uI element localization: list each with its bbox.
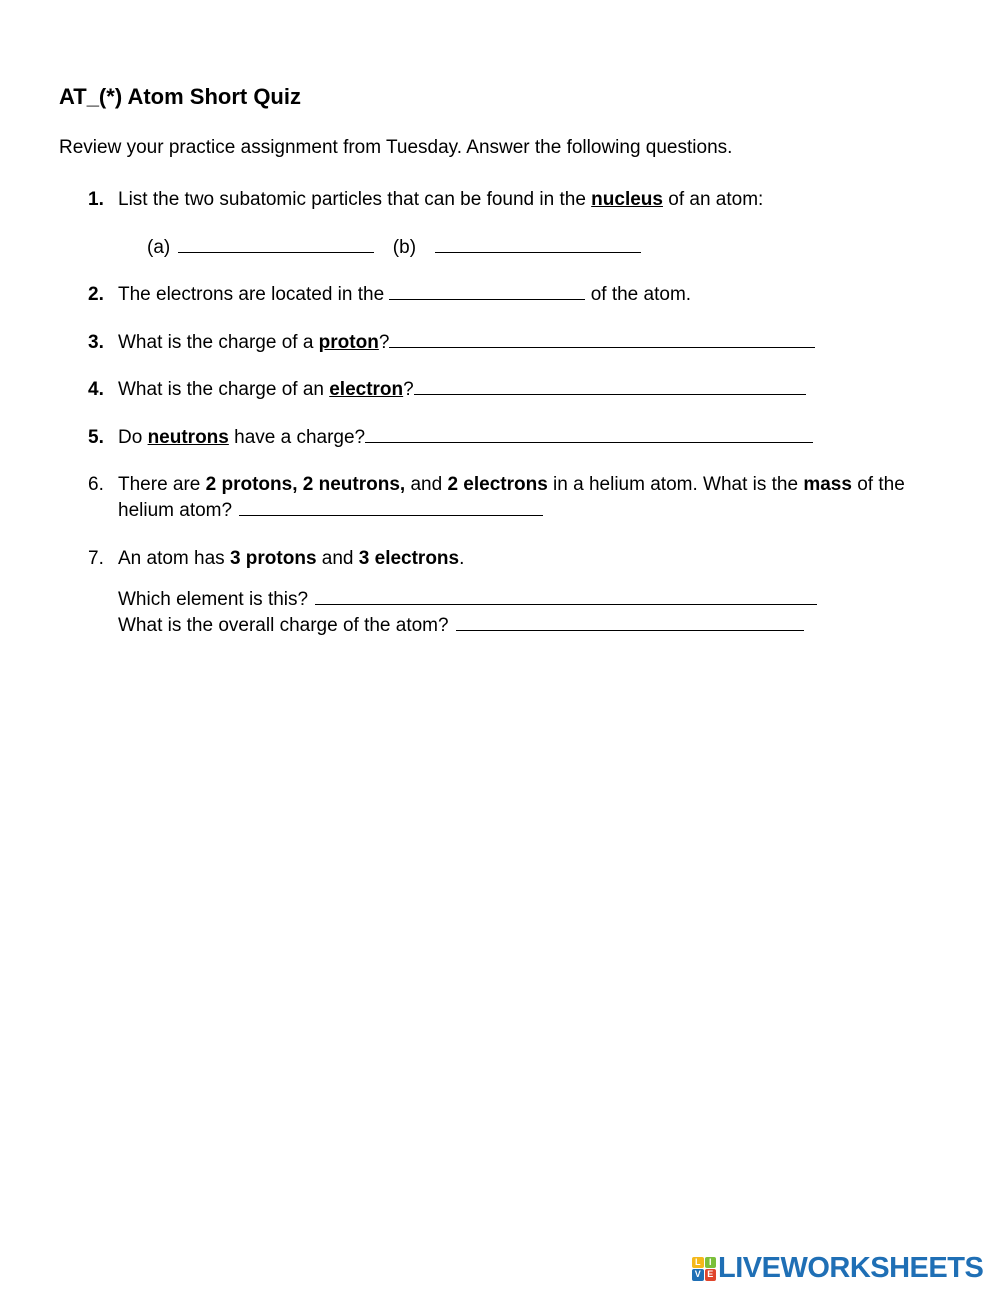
question-text: ? bbox=[378, 332, 390, 353]
question-text: in a helium atom. What is the bbox=[547, 474, 804, 495]
question-text: of an atom: bbox=[662, 189, 764, 210]
logo-tile: I bbox=[705, 1257, 717, 1269]
keyword: 2 protons, 2 neutrons, bbox=[205, 474, 406, 495]
answer-blank-5[interactable] bbox=[365, 425, 813, 443]
question-text: ? bbox=[403, 379, 414, 400]
question-number: 2. bbox=[88, 284, 104, 305]
keyword: 3 protons bbox=[229, 548, 317, 569]
question-text: Do bbox=[118, 427, 148, 448]
logo-tile: V bbox=[692, 1269, 704, 1281]
answer-blank-2[interactable] bbox=[389, 282, 585, 300]
answer-blank-3[interactable] bbox=[389, 330, 815, 348]
question-text: helium atom? bbox=[118, 500, 233, 521]
logo-tile: L bbox=[692, 1257, 704, 1269]
question-text: and bbox=[405, 474, 448, 495]
question-text: List the two subatomic particles that can be found in the bbox=[118, 189, 592, 210]
answer-blank-1a[interactable] bbox=[178, 235, 374, 253]
keyword: electron bbox=[329, 379, 404, 400]
question-text: have a charge? bbox=[228, 427, 366, 448]
question-number: 4. bbox=[88, 379, 104, 400]
answer-blank-7b[interactable] bbox=[456, 613, 804, 631]
intro-text: Review your practice assignment from Tuesday. Answer the following questions. bbox=[59, 137, 733, 158]
question-text: . bbox=[459, 548, 465, 569]
logo-text: LIVEWORKSHEETS bbox=[718, 1252, 984, 1284]
answer-blank-6[interactable] bbox=[239, 498, 543, 516]
question-text: There are bbox=[118, 474, 206, 495]
question-text: What is the charge of an bbox=[118, 379, 330, 400]
question-text: The electrons are located in the bbox=[118, 284, 390, 305]
answer-blank-7a[interactable] bbox=[315, 587, 817, 605]
question-text: What is the charge of a bbox=[118, 332, 319, 353]
liveworksheets-logo bbox=[692, 1252, 983, 1285]
question-text: What is the overall charge of the atom? bbox=[118, 615, 449, 636]
answer-blank-4[interactable] bbox=[414, 377, 806, 395]
keyword: 3 electrons bbox=[358, 548, 460, 569]
question-text: and bbox=[316, 548, 359, 569]
keyword: neutrons bbox=[147, 427, 229, 448]
keyword: proton bbox=[318, 332, 379, 353]
question-number: 1. bbox=[88, 189, 104, 210]
question-5 bbox=[88, 425, 948, 451]
question-2 bbox=[88, 282, 948, 308]
question-1 bbox=[88, 187, 948, 213]
question-number: 3. bbox=[88, 332, 104, 353]
question-number: 5. bbox=[88, 427, 104, 448]
page-title: AT_(*) Atom Short Quiz bbox=[59, 84, 301, 109]
question-text: An atom has bbox=[118, 548, 230, 569]
question-6 bbox=[88, 472, 948, 524]
question-3 bbox=[88, 330, 948, 356]
question-number: 7. bbox=[88, 548, 104, 569]
keyword: nucleus bbox=[591, 189, 663, 210]
answer-blank-1b[interactable] bbox=[435, 235, 641, 253]
question-text: of the atom. bbox=[585, 284, 692, 305]
question-text: Which element is this? bbox=[118, 589, 309, 610]
keyword: mass bbox=[803, 474, 852, 495]
keyword: 2 electrons bbox=[447, 474, 548, 495]
answer-label-a: (a) bbox=[147, 237, 171, 258]
liveworksheets-logo-icon bbox=[692, 1257, 716, 1281]
question-number: 6. bbox=[88, 474, 104, 495]
logo-tile: E bbox=[705, 1269, 717, 1281]
answer-label-b: (b) bbox=[392, 237, 417, 258]
question-text: of the bbox=[851, 474, 905, 495]
question-4 bbox=[88, 377, 948, 403]
question-7 bbox=[88, 546, 948, 639]
q1-answers bbox=[147, 235, 641, 261]
